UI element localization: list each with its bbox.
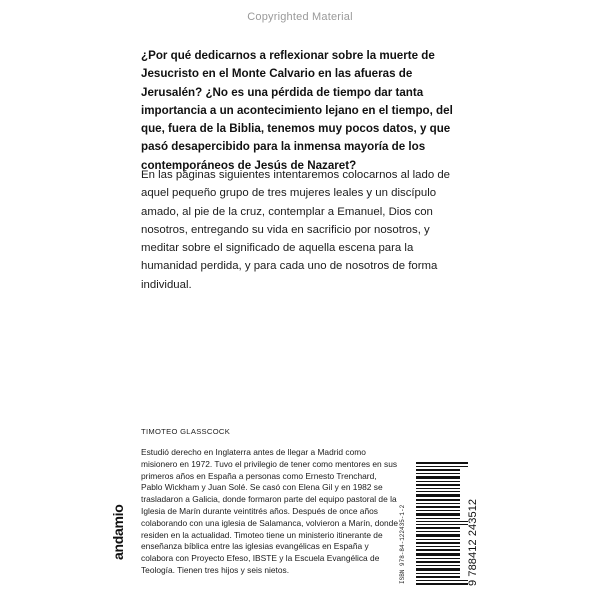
isbn-barcode: [398, 462, 478, 586]
description-paragraph: En las páginas siguientes intentaremos colocarnos al lado de aquel pequeño grupo de tres mujeres leales y un discípulo amado, al pie de la cruz, contemplar a Emanuel, Dios con nosotros, entregando su vida en sacrificio por nosotros, y meditar sobre el significado de aquella escena para la humanidad perdida, y para cada uno de nosotros de forma individual.: [141, 169, 451, 291]
intro-paragraph: ¿Por qué dedicarnos a reflexionar sobre la muerte de Jesucristo en el Monte Calvario en las afueras de Jerusalén? ¿No es una pérdida de tiempo dar tanta importancia a un acontecimiento lejano en el tiempo, del que, fuera de la Biblia, tenemos muy pocos datos, y que pasó desapercibido para la inmensa mayoría de los contemporáneos de Jesús de Nazaret?: [141, 49, 453, 172]
isbn-label: ISBN 978-84-122435-1-2: [399, 504, 406, 584]
author-name: TIMOTEO GLASSCOCK: [141, 427, 231, 436]
author-bio: Estudió derecho en Inglaterra antes de llegar a Madrid como misionero en 1972. Tuvo el privilegio de tener como mentores en sus primeros años en España a personas como Ernesto Trenchard, Pablo Wickham y Juan Solé. Se casó con Elena Gil y en 1982 se trasladaron a Galicia, donde formaron parte del equipo pastoral de la Iglesia de Marín durante veintitrés años. Después de once años colaborando con una iglesia de Salamanca, volvieron a Marín, donde residen en la actualidad. Timoteo tiene un ministerio itinerante de enseñanza bíblica entre las iglesias evangélicas en España y colabora con Proyecto Efeso, IBSTE y la Escuela Evangélica de Teología. Tienen tres hijos y seis nietos.: [141, 447, 398, 575]
barcode-bars: [416, 462, 468, 586]
copyright-watermark: Copyrighted Material: [247, 11, 353, 23]
publisher-logo: andamio: [110, 504, 126, 560]
barcode-digits: 9 788412 243512: [467, 498, 479, 586]
